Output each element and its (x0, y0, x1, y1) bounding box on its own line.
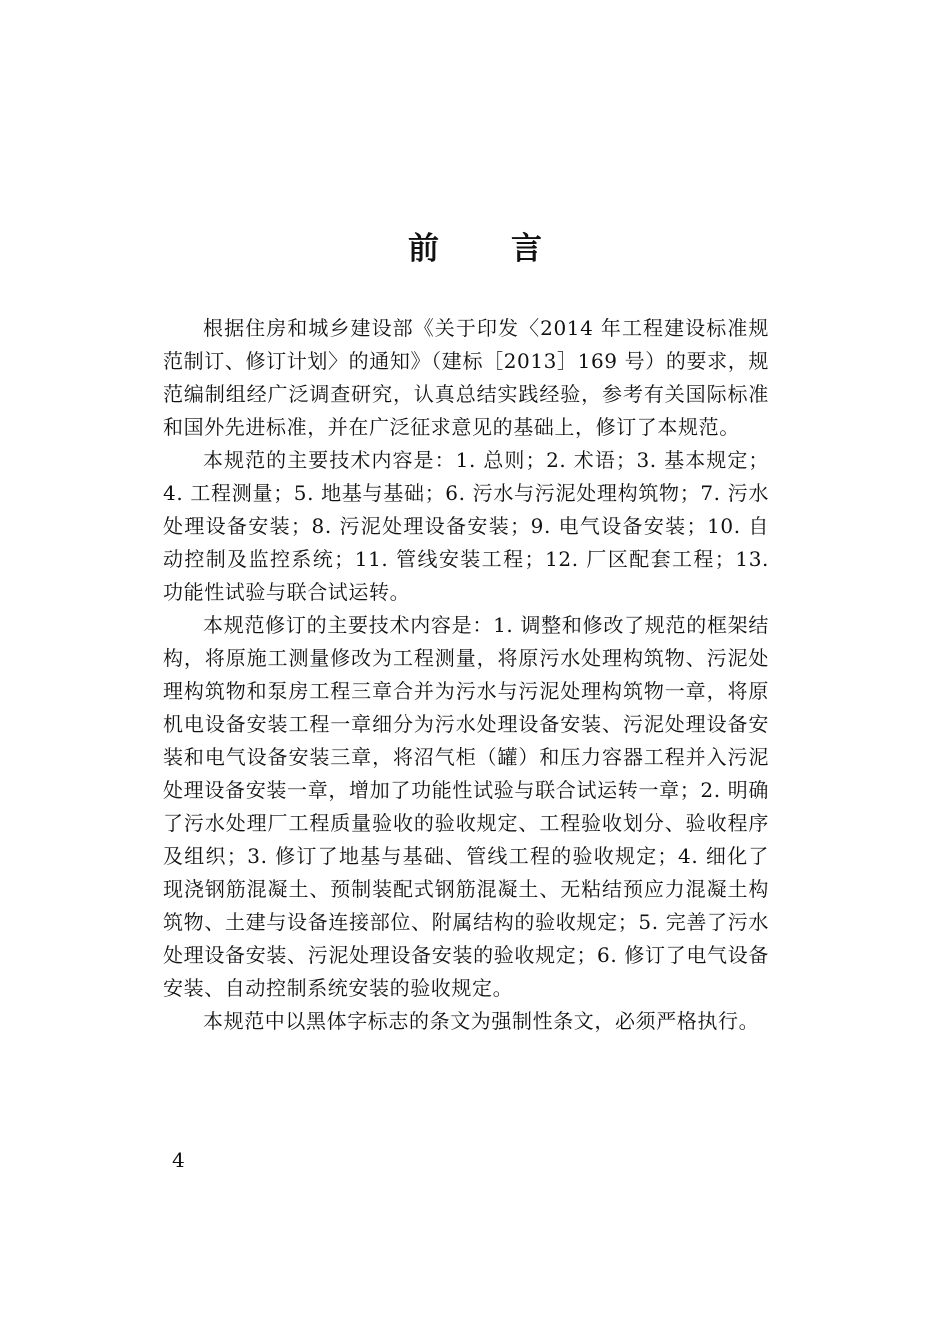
paragraph-revision-basis: 根据住房和城乡建设部《关于印发〈2014 年工程建设标准规范制订、修订计划〉的通知》（建标［2013］169 号）的要求，规范编制组经广泛调查研究，认真总结实践经验，参考有关国际标准和国外先进标准，并在广泛征求意见的基础上，修订了本规范。 (163, 316, 769, 439)
paragraph-revised-contents: 本规范修订的主要技术内容是：1. 调整和修改了规范的框架结构，将原施工测量修改为工程测量，将原污水处理构筑物、污泥处理构筑物和泵房工程三章合并为污水与污泥处理构筑物一章，将原机电设备安装工程一章细分为污水处理设备安装、污泥处理设备安装和电气设备安装三章，将沼气柜（罐）和压力容器工程并入污泥处理设备安装一章，增加了功能性试验与联合试运转一章；2. 明确了污水处理厂工程质量验收的验收规定、工程验收划分、验收程序及组织；3. 修订了地基与基础、管线工程的验收规定；4. 细化了现浇钢筋混凝土、预制装配式钢筋混凝土、无粘结预应力混凝土构筑物、土建与设备连接部位、附属结构的验收规定；5. 完善了污水处理设备安装、污泥处理设备安装的验收规定；6. 修订了电气设备安装、自动控制系统安装的验收规定。 (163, 613, 769, 1000)
page-number: 4 (172, 1148, 185, 1172)
paragraph-main-contents: 本规范的主要技术内容是：1. 总则；2. 术语；3. 基本规定；4. 工程测量；5. 地基与基础；6. 污水与污泥处理构筑物；7. 污水处理设备安装；8. 污泥处理设备安装；9. 电气设备安装；10. 自动控制及监控系统；11. 管线安装工程；12. 厂区配套工程；13. 功能性试验与联合试运转。 (163, 448, 769, 604)
preface-body (163, 312, 769, 1038)
paragraph-mandatory-clauses: 本规范中以黑体字标志的条文为强制性条文，必须严格执行。 (203, 1009, 760, 1033)
page-title-char-2: 言 (511, 231, 542, 267)
page-title (0, 224, 950, 274)
page-title-char-1: 前 (408, 231, 439, 267)
